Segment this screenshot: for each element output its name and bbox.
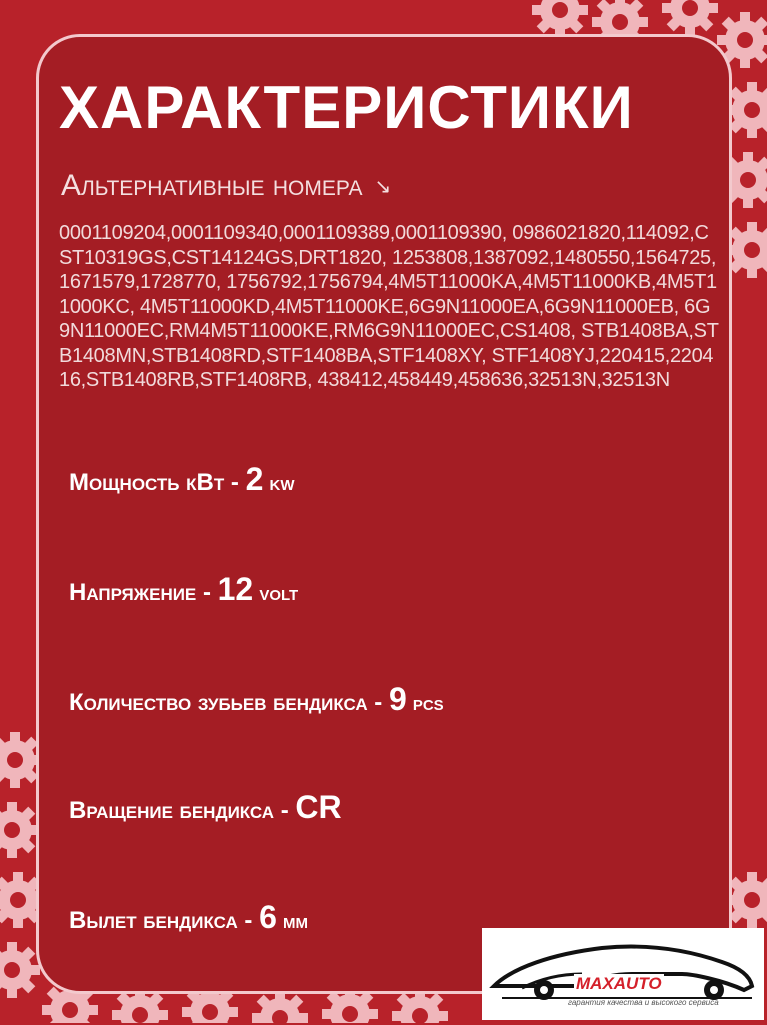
brand-logo [482, 928, 764, 1020]
spec-unit: kw [263, 470, 295, 495]
spec-teeth [69, 681, 444, 718]
page-title: ХАРАКТЕРИСТИКИ [59, 74, 634, 141]
spec-label: Вылет бендикса - [69, 907, 260, 934]
alt-numbers-heading [61, 169, 391, 203]
brand-name: MAXAUTO [576, 974, 662, 993]
spec-offset [69, 899, 308, 936]
spec-unit: мм [276, 908, 308, 933]
spec-label: Напряжение - [69, 579, 218, 606]
spec-label: Вращение бендикса - [69, 797, 296, 824]
arrow-down-right-icon: ↘ [374, 175, 392, 198]
spec-unit: pcs [406, 690, 444, 715]
spec-value: 6 [259, 899, 277, 935]
alt-numbers-label: Альтернативные номера [61, 169, 363, 202]
spec-unit: volt [253, 580, 299, 605]
spec-value: 2 [245, 461, 264, 497]
spec-value: CR [295, 789, 342, 825]
spec-card [36, 34, 732, 994]
brand-slogan: гарантия качества и высокого сервиса [568, 998, 719, 1007]
spec-label: Количество зубьев бендикса - [69, 689, 389, 716]
spec-power [69, 461, 295, 498]
spec-voltage [69, 571, 298, 608]
spec-rotation [69, 789, 342, 826]
spec-value: 12 [217, 571, 254, 607]
spec-label: Мощность кВт - [69, 469, 246, 496]
spec-value: 9 [388, 681, 407, 717]
alt-numbers-list: 0001109204,0001109340,0001109389,0001109390, 0986021820,114092,CST10319GS,CST14124GS,DRT1820, 1253808,1387092,1480550,1564725,1671579,1728770, 1756792,1756794,4M5T11000KA,4M5T11000KB,4M5T11000KC, 4M5T11000KD,4M5T11000KE,6G9N11000EA,6G9N11000EB, 6G9N11000EC,RM4M5T11000KE,RM6G9N11000EC,CS1408, STB1408BA,STB1408MN,STB1408RD,STF1408BA,STF1408XY, STF1408YJ,220415,220416,STB1408RB,STF1408RB, 438412,458449,458636,32513N,32513N [59, 222, 719, 391]
